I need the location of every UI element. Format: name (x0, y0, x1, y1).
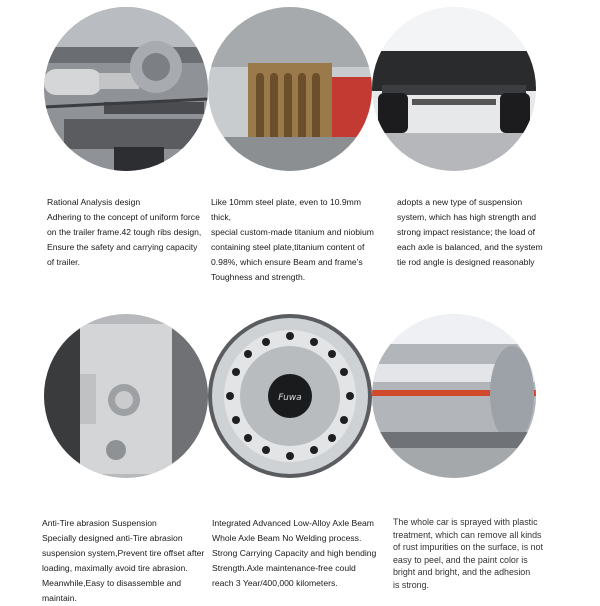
hub-brand-label: Fuwa (278, 393, 302, 403)
feature-caption-plastic-spray: The whole car is sprayed with plastic treatment, which can remove all kinds of rust impurities on the surface, is not easy to peel, and the paint color is bright and bright, and the adhesion is strong. (393, 517, 543, 590)
feature-caption-suspension: adopts a new type of suspension system, which has high strength and strong impact resistance; the load of each axle is balanced, and the system tie rod angle is designed reasonably (397, 197, 543, 267)
suspension-system-photo (372, 7, 536, 171)
feature-caption-anti-tire-abrasion: Anti-Tire abrasion Suspension Specially designed anti-Tire abrasion suspension system,Prevent tire offset after loading, maximally avoid tire abrasion. Meanwhile,Easy to disassemble and maintain. (42, 518, 205, 603)
anti-tire-suspension-photo (44, 314, 208, 478)
feature-caption-axle-beam: Integrated Advanced Low-Alloy Axle Beam Whole Axle Beam No Welding process. Strong Carrying Capacity and high bending Strength.Axle maintenance-free could reach 3 Year/400,000 kilometers. (212, 518, 377, 588)
feature-caption-steel-plate: Like 10mm steel plate, even to 10.9mm thick, special custom-made titanium and niobium containing steel plate,titanium content of 0.98%, which ensure Beam and frame's Toughness and strength. (211, 197, 374, 282)
feature-caption-frame-design: Rational Analysis design Adhering to the concept of uniform force on the trailer frame.42 tough ribs design, Ensure the safety and carrying capacity of trailer. (47, 197, 202, 267)
chassis-frame-photo (44, 7, 208, 171)
wheel-hub-photo (208, 314, 372, 478)
steel-beam-photo (208, 7, 372, 171)
tanker-body-photo (372, 314, 536, 478)
